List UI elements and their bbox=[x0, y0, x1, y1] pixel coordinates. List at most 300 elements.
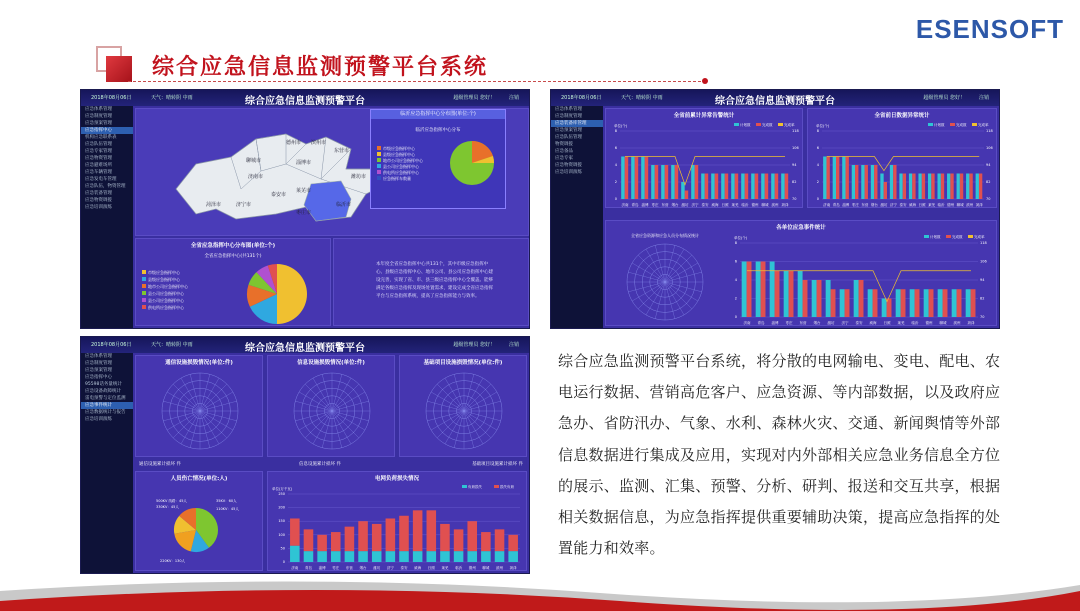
bar-card-2-title: 全省前日数据异常统计 bbox=[874, 113, 930, 119]
bar-chart-1 bbox=[606, 109, 804, 209]
radar-spoke bbox=[632, 263, 665, 282]
radar-spoke bbox=[437, 411, 464, 438]
sidebar-item[interactable]: 物资调拨 bbox=[555, 142, 573, 147]
y-tick: 150 bbox=[278, 519, 285, 524]
tick-label: 聊城 bbox=[956, 203, 964, 207]
radar-spoke bbox=[332, 411, 351, 444]
weather-label: 天气：晴转阴 中雨 bbox=[151, 342, 193, 348]
description-text: 综合应急监测预警平台系统，将分散的电网输电、变电、配电、农电运行数据、营销高危客户、应急资源、等内部数据，以及政府应急办、省防汛办、气象、水利、森林火灾、交通、新闻舆情等外部信息数据进行集成及应用，实现对内外部相关应急业务信息全方位的展示、监测、汇集、预警、分析、研判、报送和交互共享，根据相关数据信息，为应急指挥提供重要辅助决策，提高应急指挥的处置能力和效率。 bbox=[558, 352, 1001, 558]
sidebar-item[interactable]: 应急指挥中心 bbox=[85, 375, 112, 380]
sidebar-item[interactable]: 应急队伍管理 bbox=[85, 142, 112, 147]
bar bbox=[290, 518, 300, 545]
sidebar-item[interactable]: 应急指挥中心 bbox=[81, 127, 133, 134]
tick-label: 滨州 bbox=[966, 203, 974, 207]
bar bbox=[304, 529, 314, 551]
bar bbox=[481, 532, 491, 551]
title-decoration bbox=[96, 46, 134, 84]
sidebar-item[interactable]: 应急物资管理 bbox=[85, 156, 112, 161]
radar-spoke bbox=[332, 384, 359, 411]
sidebar bbox=[81, 353, 133, 573]
bar bbox=[922, 174, 925, 200]
radar-spoke bbox=[200, 392, 233, 411]
pie-label: 35KV：60人 bbox=[216, 499, 237, 503]
bar bbox=[681, 182, 685, 199]
legend-swatch bbox=[946, 235, 951, 238]
bar bbox=[454, 529, 464, 551]
y-tick: 6 bbox=[816, 146, 819, 150]
tick-label: 淄博 bbox=[842, 203, 850, 207]
pie-subtitle: 全省应急指挥中心(共131个) bbox=[204, 254, 262, 259]
city-label[interactable]: 莱芜市 bbox=[296, 188, 312, 194]
radar-spoke bbox=[464, 378, 483, 411]
tick-label: 聊城 bbox=[482, 566, 490, 570]
legend-label: 完成率 bbox=[974, 235, 985, 239]
bar bbox=[290, 546, 300, 562]
bar bbox=[976, 174, 979, 200]
radar-spoke bbox=[163, 411, 200, 421]
city-label[interactable]: 济宁市 bbox=[236, 202, 252, 208]
bar bbox=[937, 174, 940, 200]
tick-label: 临沂 bbox=[455, 566, 463, 570]
tick-label: 聊城 bbox=[939, 321, 947, 325]
bar bbox=[874, 165, 877, 199]
sidebar-item[interactable]: 应急制度管理 bbox=[555, 114, 582, 119]
radar-spoke bbox=[299, 392, 332, 411]
legend-item: 县公司应急指挥中心 bbox=[142, 290, 232, 297]
screenshot-map-dashboard bbox=[80, 89, 530, 329]
legend-label: 计划数 bbox=[740, 123, 751, 127]
legend-swatch bbox=[734, 123, 739, 126]
y-tick: 8 bbox=[614, 129, 617, 133]
bar bbox=[871, 165, 874, 199]
legend-label: 负荷损失 bbox=[468, 485, 482, 489]
tick-label: 济南 bbox=[743, 321, 751, 325]
bar bbox=[896, 289, 901, 317]
radar-spoke bbox=[200, 411, 233, 430]
city-label[interactable]: 临沂市 bbox=[336, 202, 352, 208]
legend-swatch bbox=[778, 123, 783, 126]
bar bbox=[755, 174, 759, 200]
sidebar-item[interactable]: 雷电预警与定位监测 bbox=[85, 396, 126, 401]
radar-spoke bbox=[464, 411, 497, 430]
radar-spoke bbox=[464, 411, 501, 421]
sidebar-item[interactable]: 应急制度管理 bbox=[85, 114, 112, 119]
y-tick: 0 bbox=[734, 315, 737, 319]
city-label[interactable]: 淄博市 bbox=[296, 160, 312, 166]
bar bbox=[918, 174, 921, 200]
load-loss-chart bbox=[268, 472, 528, 572]
bar bbox=[884, 182, 887, 199]
city-label[interactable]: 枣庄市 bbox=[296, 210, 312, 216]
y-tick: 0 bbox=[282, 560, 285, 564]
bar bbox=[742, 262, 747, 318]
radar-spoke bbox=[655, 282, 665, 319]
casualty-card bbox=[135, 471, 263, 571]
bar bbox=[771, 174, 775, 200]
pie-card-title: 全省应急指挥中心分布图(单位:个) bbox=[190, 243, 276, 249]
y2-tick: 70 bbox=[980, 315, 985, 319]
load-loss-card bbox=[267, 471, 527, 571]
sidebar-item[interactable]: 应急避难场所 bbox=[85, 163, 112, 168]
tick-label: 滨州 bbox=[953, 321, 961, 325]
bar bbox=[372, 524, 382, 551]
legend-label: 完成数 bbox=[762, 123, 773, 127]
axis-unit: 单位(个) bbox=[614, 124, 628, 128]
weather-label: 天气：晴转阴 中雨 bbox=[621, 95, 663, 101]
legend-item: 县级应急指挥中心 bbox=[142, 276, 232, 283]
bar bbox=[705, 174, 709, 200]
radar-spoke bbox=[445, 378, 464, 411]
city-label[interactable]: 滨州市 bbox=[311, 140, 327, 146]
tick-label: 淄博 bbox=[318, 566, 326, 570]
bar bbox=[803, 280, 808, 317]
city-label[interactable]: 东营市 bbox=[334, 148, 350, 154]
bar bbox=[880, 174, 883, 200]
pie-label: 330KV：45人 bbox=[156, 505, 179, 509]
sidebar-item[interactable]: 机构应急联系表 bbox=[85, 135, 117, 140]
radar-spoke bbox=[305, 411, 332, 438]
tick-label: 济宁 bbox=[841, 321, 849, 325]
casualty-title: 人员伤亡情况(单位:人) bbox=[170, 476, 228, 482]
bar bbox=[765, 174, 769, 200]
y-tick: 6 bbox=[734, 259, 737, 264]
sidebar-item[interactable]: 应急专家管理 bbox=[85, 149, 112, 154]
radar-spoke bbox=[454, 374, 464, 411]
app-header bbox=[81, 337, 529, 353]
radar-spoke bbox=[665, 282, 675, 319]
city-label[interactable]: 聊城市 bbox=[246, 158, 262, 164]
app-header bbox=[551, 90, 999, 106]
y2-tick: 94 bbox=[986, 163, 991, 167]
user-label[interactable]: 超级管理员 您好！ bbox=[923, 95, 965, 101]
bar bbox=[331, 532, 341, 551]
bar bbox=[909, 174, 912, 200]
tick-label: 枣庄 bbox=[332, 566, 340, 570]
y-tick: 2 bbox=[816, 180, 819, 184]
tick-label: 泰安 bbox=[400, 566, 408, 570]
bar bbox=[950, 174, 953, 200]
radar-card-3 bbox=[399, 355, 527, 457]
bar bbox=[941, 174, 944, 200]
legend-swatch bbox=[968, 235, 973, 238]
radar-spoke bbox=[646, 282, 665, 315]
bar bbox=[846, 157, 849, 200]
legend-label: 损失负荷 bbox=[500, 485, 514, 489]
sidebar-item[interactable]: 应急制度管理 bbox=[85, 361, 112, 366]
radar-spoke bbox=[332, 392, 365, 411]
bar bbox=[358, 521, 368, 551]
radar-spoke bbox=[313, 378, 332, 411]
y-tick: 0 bbox=[614, 197, 617, 201]
bar bbox=[711, 174, 715, 200]
y2-tick: 82 bbox=[980, 296, 985, 301]
bar bbox=[427, 510, 437, 551]
legend-label: 完成率 bbox=[978, 123, 989, 127]
radar-spoke bbox=[665, 282, 692, 309]
bar bbox=[924, 289, 929, 317]
tick-label: 威海 bbox=[711, 203, 719, 207]
axis-unit: 单位(万千瓦) bbox=[272, 487, 293, 491]
bar-card-1-title: 全省前累计异常告警统计 bbox=[673, 113, 735, 119]
bar bbox=[775, 271, 780, 317]
sidebar-item[interactable]: 应急培训演练 bbox=[85, 205, 112, 210]
sidebar-item[interactable]: 应急装备管理 bbox=[85, 191, 112, 196]
bar bbox=[747, 262, 752, 318]
bar bbox=[971, 289, 976, 317]
logout-link[interactable]: 注销 bbox=[508, 342, 519, 348]
bar bbox=[784, 271, 789, 317]
sidebar-item[interactable]: 应急事件统计 bbox=[81, 402, 133, 409]
bar-chart-2 bbox=[808, 109, 998, 209]
tick-label: 枣庄 bbox=[851, 203, 859, 207]
bar bbox=[957, 174, 960, 200]
legend-swatch bbox=[494, 485, 499, 488]
tick-label: 聊城 bbox=[761, 203, 769, 207]
sidebar-item[interactable]: 应急队伍管理 bbox=[555, 135, 582, 140]
radar-spoke bbox=[181, 378, 200, 411]
radar-spoke bbox=[305, 384, 332, 411]
date-label: 2018年08月06日 bbox=[91, 95, 132, 101]
radar-spoke bbox=[464, 392, 497, 411]
tick-label: 烟台 bbox=[671, 203, 679, 207]
tick-label: 济南 bbox=[621, 203, 629, 207]
bar bbox=[928, 174, 931, 200]
popup-pie-chart bbox=[447, 138, 497, 188]
sidebar-item[interactable]: 应急物资调拨 bbox=[555, 163, 582, 168]
popup-title: 临沂应急指挥中心分布图(单位:个) bbox=[371, 110, 505, 119]
radar-spoke bbox=[332, 401, 369, 411]
radar-spoke bbox=[427, 401, 464, 411]
bar bbox=[817, 280, 822, 317]
popup-chart-title: 临沂应急指挥中心分布 bbox=[415, 128, 461, 133]
city-label[interactable]: 德州市 bbox=[286, 140, 302, 146]
user-label[interactable]: 超级管理员 您好！ bbox=[453, 342, 495, 348]
bar bbox=[631, 157, 635, 200]
radar-spoke bbox=[437, 384, 464, 411]
text-card bbox=[333, 238, 529, 326]
radar-card-2 bbox=[267, 355, 395, 457]
popup-legend bbox=[377, 146, 447, 182]
legend-label: 计划数 bbox=[934, 123, 945, 127]
legend-label: 完成数 bbox=[956, 123, 967, 127]
sidebar-item[interactable]: 95598话务量统计 bbox=[85, 382, 122, 387]
radar-card-1 bbox=[135, 355, 263, 457]
sidebar-item[interactable]: 应急体系管理 bbox=[555, 107, 582, 112]
bar bbox=[715, 174, 719, 200]
sidebar-item[interactable]: 应急车辆管理 bbox=[85, 170, 112, 175]
casualty-pie-chart bbox=[136, 472, 264, 572]
y2-tick: 118 bbox=[792, 129, 799, 133]
radar-spoke bbox=[464, 411, 491, 438]
totals-row bbox=[135, 459, 527, 469]
radar-spoke bbox=[454, 411, 464, 448]
bar bbox=[952, 289, 957, 317]
tick-label: 威海 bbox=[414, 566, 422, 570]
bar bbox=[836, 157, 839, 200]
bar bbox=[957, 289, 962, 317]
sidebar-item[interactable]: 应急设备故障统计 bbox=[85, 389, 121, 394]
sidebar-item[interactable]: 应急数据统计与报告 bbox=[85, 410, 126, 415]
tick-label: 临沂 bbox=[937, 203, 945, 207]
y-tick: 50 bbox=[280, 546, 285, 551]
radar-spoke bbox=[464, 374, 474, 411]
popup-window bbox=[370, 109, 506, 209]
radar-spoke bbox=[200, 411, 219, 444]
city-label[interactable]: 济南市 bbox=[248, 174, 264, 180]
radar-spoke bbox=[628, 282, 665, 292]
radar-spoke bbox=[181, 411, 200, 444]
bar bbox=[695, 165, 699, 199]
y2-tick: 118 bbox=[986, 129, 993, 133]
radar-spoke bbox=[655, 245, 665, 282]
bar bbox=[845, 289, 850, 317]
radar-spoke bbox=[332, 411, 365, 430]
radar-spoke bbox=[332, 411, 359, 438]
bar bbox=[751, 174, 755, 200]
y-tick: 0 bbox=[816, 197, 819, 201]
bar bbox=[899, 174, 902, 200]
bar bbox=[868, 289, 873, 317]
bar bbox=[855, 165, 858, 199]
tick-label: 烟台 bbox=[870, 203, 878, 207]
sidebar-item[interactable]: 应急队伍，物资管理 bbox=[85, 184, 126, 189]
radar-card-3-title: 基础项目设施损毁情况(单位:件) bbox=[423, 360, 503, 366]
bar bbox=[317, 535, 327, 551]
bar bbox=[691, 165, 695, 199]
rate-line bbox=[827, 157, 979, 171]
radar-spoke bbox=[665, 263, 698, 282]
city-label[interactable]: 泰安市 bbox=[271, 192, 287, 198]
tick-label: 临沂 bbox=[911, 321, 919, 325]
tick-label: 滨州 bbox=[496, 566, 504, 570]
bar bbox=[721, 174, 725, 200]
y-tick: 200 bbox=[278, 505, 285, 510]
map-card bbox=[135, 108, 529, 236]
y-tick: 4 bbox=[816, 163, 819, 167]
tick-label: 青岛 bbox=[304, 566, 312, 570]
tick-label: 淄博 bbox=[641, 203, 649, 207]
bar bbox=[840, 289, 845, 317]
y-tick: 2 bbox=[734, 296, 737, 301]
sidebar-item[interactable]: 应急预案管理 bbox=[85, 121, 112, 126]
y2-tick: 70 bbox=[986, 197, 991, 201]
bar bbox=[859, 280, 864, 317]
bar bbox=[826, 157, 829, 200]
radar-spoke bbox=[167, 411, 200, 430]
bar bbox=[831, 289, 836, 317]
radar-spoke bbox=[173, 384, 200, 411]
tick-label: 临沂 bbox=[741, 203, 749, 207]
y-tick: 2 bbox=[614, 180, 617, 184]
sidebar bbox=[551, 106, 603, 328]
bar bbox=[826, 280, 831, 317]
page-title: 综合应急信息监测预警平台系统 bbox=[152, 55, 489, 80]
tick-label: 青岛 bbox=[631, 203, 639, 207]
radar-spoke bbox=[464, 401, 501, 411]
sidebar-item[interactable]: 应急预案管理 bbox=[555, 128, 582, 133]
bar bbox=[725, 174, 729, 200]
bar bbox=[399, 516, 409, 551]
tick-label: 烟台 bbox=[359, 566, 367, 570]
bar bbox=[665, 165, 669, 199]
tick-label: 潍坊 bbox=[373, 566, 381, 570]
logout-link[interactable]: 注销 bbox=[508, 95, 519, 101]
bar bbox=[495, 529, 505, 551]
tick-label: 莱芜 bbox=[928, 203, 936, 207]
radar-chart bbox=[620, 239, 710, 325]
tick-label: 东营 bbox=[799, 321, 807, 325]
bar bbox=[798, 271, 803, 317]
radar-spoke bbox=[665, 282, 698, 301]
legend-item: 市级应急指挥中心 bbox=[142, 269, 232, 276]
city-label[interactable]: 菏泽市 bbox=[206, 202, 222, 208]
radar-spoke bbox=[200, 411, 237, 421]
bar bbox=[833, 157, 836, 200]
radar-spoke bbox=[665, 255, 692, 282]
legend-item: 县公司应急指挥中心 bbox=[377, 164, 447, 170]
tick-label: 日照 bbox=[721, 203, 729, 207]
tick-label: 东营 bbox=[861, 203, 869, 207]
sidebar-item[interactable]: 应急体系管理 bbox=[85, 107, 112, 112]
sidebar-item[interactable]: 应急体系管理 bbox=[85, 354, 112, 359]
tick-label: 泰安 bbox=[855, 321, 863, 325]
radar-spoke bbox=[665, 282, 684, 315]
tick-label: 日照 bbox=[918, 203, 926, 207]
bar bbox=[701, 174, 705, 200]
radar-spoke bbox=[638, 282, 665, 309]
bar bbox=[345, 527, 355, 551]
sidebar-item[interactable]: 应急专家 bbox=[555, 156, 573, 161]
tick-label: 日照 bbox=[427, 566, 435, 570]
bar bbox=[931, 174, 934, 200]
radar-spoke bbox=[332, 374, 342, 411]
sidebar-item[interactable]: 应急预案管理 bbox=[85, 368, 112, 373]
bar bbox=[893, 165, 896, 199]
bar bbox=[943, 289, 948, 317]
tick-label: 潍坊 bbox=[827, 321, 835, 325]
sidebar-item[interactable]: 应急物资调拨 bbox=[85, 198, 112, 203]
tick-label: 德州 bbox=[751, 203, 759, 207]
user-label[interactable]: 超级管理员 您好！ bbox=[453, 95, 495, 101]
bar bbox=[915, 289, 920, 317]
sidebar-item[interactable]: 应急培训演练 bbox=[85, 417, 112, 422]
city-label[interactable]: 潍坊市 bbox=[351, 174, 367, 180]
tick-label: 威海 bbox=[909, 203, 917, 207]
sidebar-item[interactable]: 应急培训演练 bbox=[555, 170, 582, 175]
sidebar-item[interactable]: 应急装备库管理 bbox=[551, 120, 603, 127]
bar bbox=[685, 191, 689, 200]
tick-label: 东营 bbox=[345, 566, 353, 570]
sidebar-item[interactable]: 应急发电车管理 bbox=[85, 177, 117, 182]
logout-link[interactable]: 注销 bbox=[978, 95, 989, 101]
tick-label: 菏泽 bbox=[967, 321, 975, 325]
bar bbox=[508, 535, 518, 551]
bar bbox=[785, 174, 789, 200]
app-title: 综合应急信息监测预警平台 bbox=[715, 96, 835, 107]
total-communication: 通信设施累计损坏 件 bbox=[139, 462, 181, 467]
sidebar-item[interactable]: 应急备品 bbox=[555, 149, 573, 154]
bar-card-3 bbox=[605, 220, 997, 326]
bar bbox=[756, 262, 761, 318]
tick-label: 青岛 bbox=[832, 203, 840, 207]
app-title: 综合应急信息监测预警平台 bbox=[245, 96, 365, 107]
bar bbox=[861, 165, 864, 199]
y2-tick: 94 bbox=[792, 163, 797, 167]
bar bbox=[812, 280, 817, 317]
radar-spoke bbox=[200, 374, 210, 411]
radar-spoke bbox=[332, 378, 351, 411]
legend-swatch bbox=[950, 123, 955, 126]
